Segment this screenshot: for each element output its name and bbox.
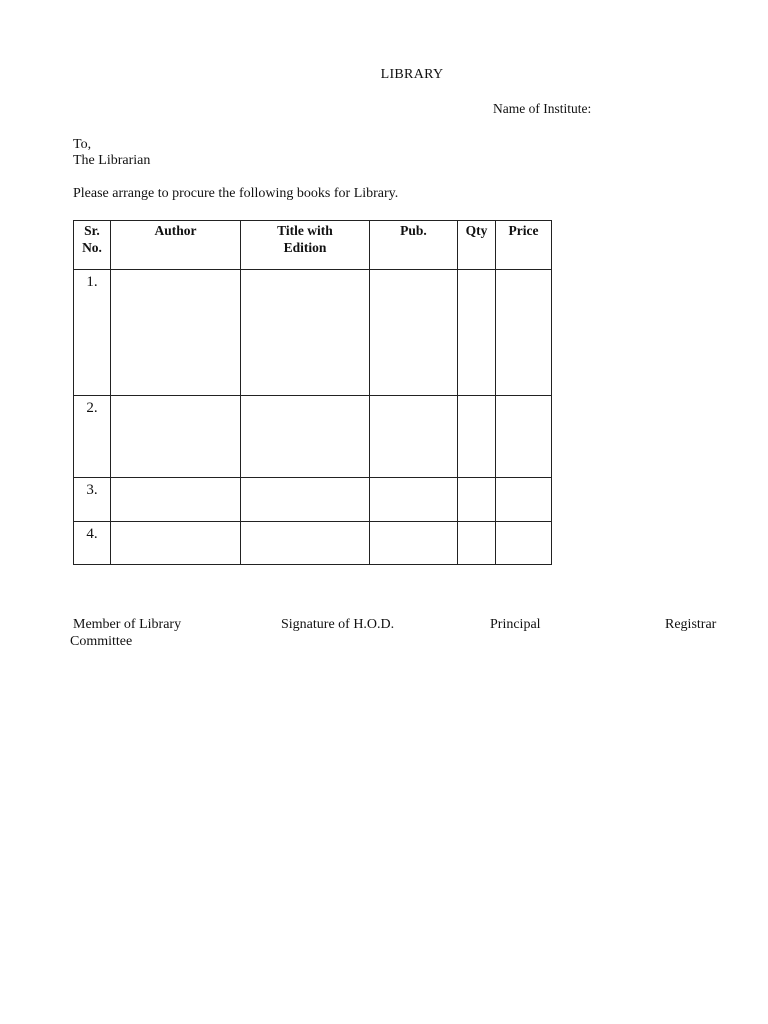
cell-title[interactable] xyxy=(241,270,370,396)
cell-title[interactable] xyxy=(241,478,370,522)
header-qty: Qty xyxy=(458,221,496,270)
table-row xyxy=(74,396,552,478)
cell-title[interactable] xyxy=(241,396,370,478)
cell-sr: 1. xyxy=(74,270,111,396)
header-title-line1: Title with xyxy=(277,223,333,238)
request-text: Please arrange to procure the following books for Library. xyxy=(73,186,399,201)
cell-sr: 2. xyxy=(74,396,111,478)
table-row xyxy=(74,478,552,522)
address-to: To, xyxy=(73,137,92,152)
cell-qty[interactable] xyxy=(458,396,496,478)
cell-price[interactable] xyxy=(496,522,552,565)
header-price: Price xyxy=(496,221,552,270)
cell-author[interactable] xyxy=(111,478,241,522)
signature-committee-label: Committee xyxy=(70,634,133,649)
cell-qty[interactable] xyxy=(458,478,496,522)
table-header-row xyxy=(74,221,552,270)
cell-author[interactable] xyxy=(111,396,241,478)
cell-author[interactable] xyxy=(111,270,241,396)
header-title-edition xyxy=(241,221,370,270)
cell-pub[interactable] xyxy=(370,270,458,396)
institute-name-label: Name of Institute: xyxy=(493,101,592,116)
header-pub: Pub. xyxy=(370,221,458,270)
books-table xyxy=(73,220,552,565)
cell-price[interactable] xyxy=(496,396,552,478)
signature-member-label: Member of Library xyxy=(73,617,182,632)
header-sr-line2: No. xyxy=(82,240,102,255)
header-title-line2: Edition xyxy=(283,240,327,255)
cell-title[interactable] xyxy=(241,522,370,565)
cell-price[interactable] xyxy=(496,478,552,522)
header-sr-line1: Sr. xyxy=(84,223,100,238)
cell-qty[interactable] xyxy=(458,270,496,396)
cell-pub[interactable] xyxy=(370,522,458,565)
cell-sr: 4. xyxy=(74,522,111,565)
signature-principal-label: Principal xyxy=(490,617,541,632)
cell-qty[interactable] xyxy=(458,522,496,565)
table-row xyxy=(74,522,552,565)
document-title: LIBRARY xyxy=(380,67,444,82)
table-row xyxy=(74,270,552,396)
cell-pub[interactable] xyxy=(370,478,458,522)
address-recipient: The Librarian xyxy=(73,153,151,168)
cell-author[interactable] xyxy=(111,522,241,565)
cell-sr: 3. xyxy=(74,478,111,522)
cell-pub[interactable] xyxy=(370,396,458,478)
signature-registrar-label: Registrar xyxy=(665,617,717,632)
signature-hod-label: Signature of H.O.D. xyxy=(281,617,395,632)
header-sr-no xyxy=(74,221,111,270)
cell-price[interactable] xyxy=(496,270,552,396)
header-author: Author xyxy=(111,221,241,270)
